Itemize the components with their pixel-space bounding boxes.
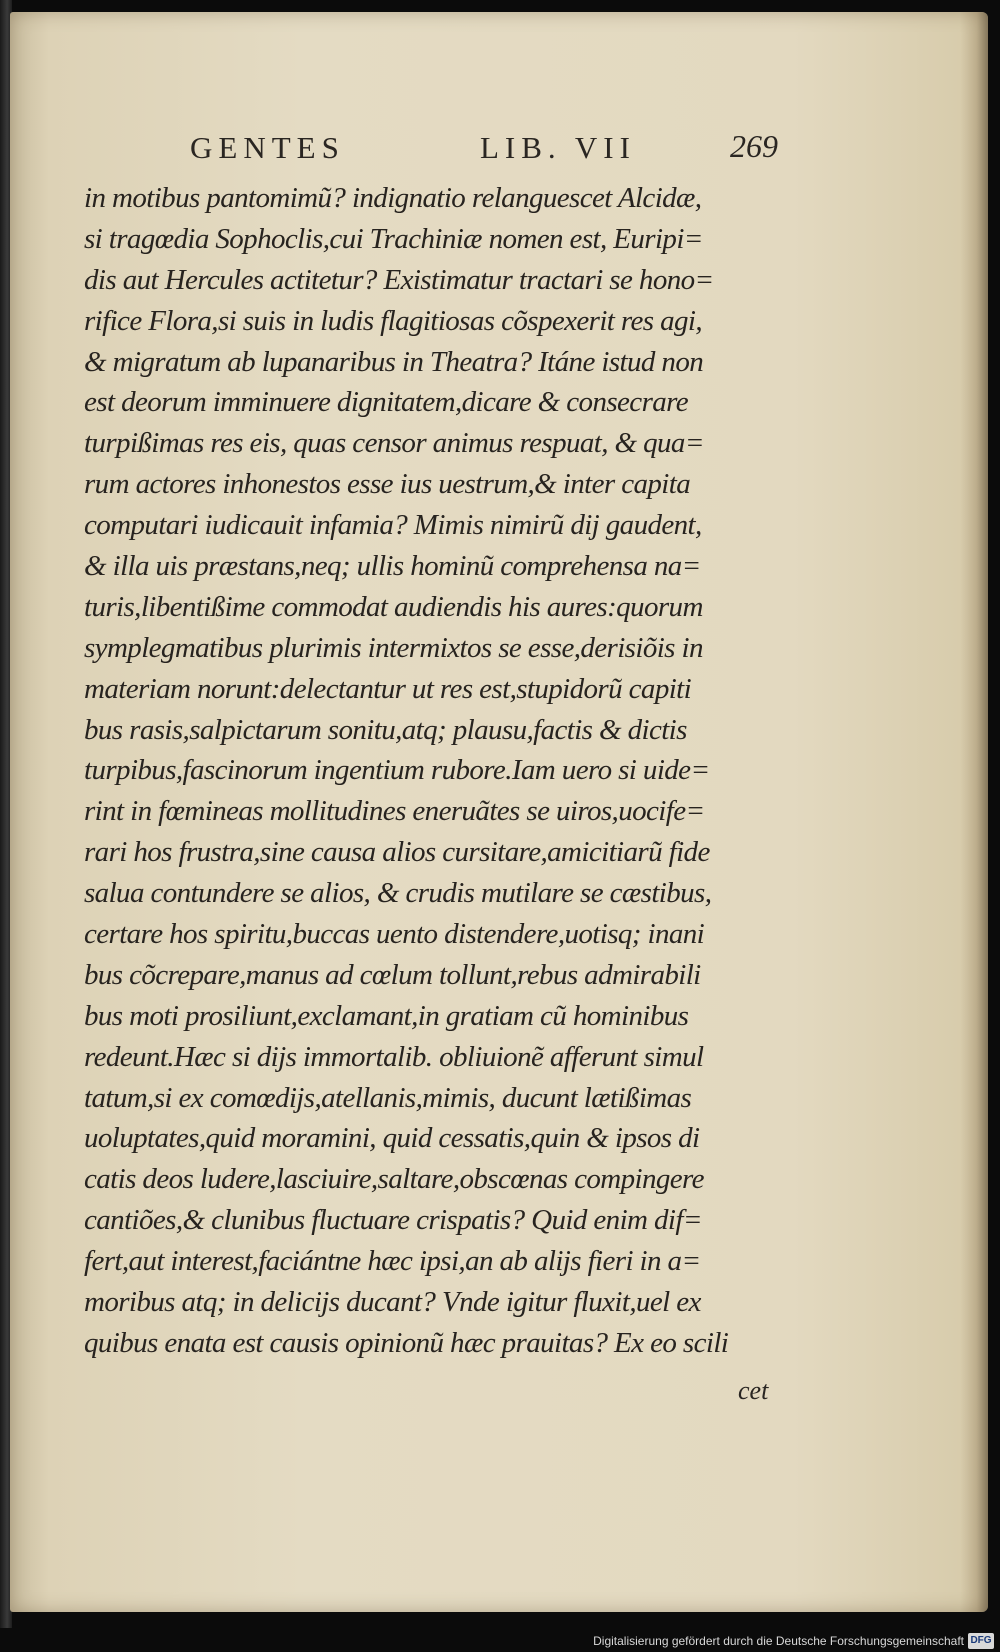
text-line: cantiões,& clunibus fluctuare crispatis? Quid enim dif= (84, 1204, 702, 1237)
text-line: est deorum imminuere dignitatem,dicare & consecrare (84, 386, 689, 419)
text-line: certare hos spiritu,buccas uento distendere,uotisq; inani (84, 918, 705, 951)
text-line: rari hos frustra,sine causa alios cursitare,amicitiarũ fide (84, 836, 710, 869)
catchword: cet (738, 1376, 769, 1405)
running-title-right: LIB. VII (480, 130, 636, 165)
text-line: bus cõcrepare,manus ad cœlum tollunt,rebus admirabili (84, 958, 701, 991)
text-line: tatum,si ex comœdijs,atellanis,mimis, ducunt lætißimas (84, 1081, 692, 1114)
text-line: & migratum ab lupanaribus in Theatra? Itáne istud non (84, 345, 704, 378)
body-text (84, 178, 784, 1364)
text-line: turpißimas res eis, quas censor animus respuat, & qua= (84, 427, 704, 460)
running-title-left: GENTES (190, 130, 345, 165)
text-line: rum actores inhonestos esse ius uestrum,& inter capita (84, 468, 691, 501)
text-line: catis deos ludere,lasciuire,saltare,obscœnas compingere (84, 1163, 704, 1196)
text-line: bus moti prosiliunt,exclamant,in gratiam cũ hominibus (84, 999, 689, 1032)
text-line: salua contundere se alios, & crudis mutilare se cæstibus, (84, 877, 712, 910)
text-line: turis,libentißime commodat audiendis his aures:quorum (84, 590, 703, 623)
text-line: quibus enata est causis opinionũ hæc prauitas? Ex eo scili (84, 1326, 729, 1359)
text-line: rifice Flora,si suis in ludis flagitiosas cõspexerit res agi, (84, 304, 703, 337)
text-line: moribus atq; in delicijs ducant? Vnde igitur fluxit,uel ex (84, 1286, 701, 1319)
text-line: fert,aut interest,faciántne hæc ipsi,an ab alijs fieri in a= (84, 1245, 701, 1278)
text-line: materiam norunt:delectantur ut res est,stupidorũ capiti (84, 672, 692, 705)
text-line: bus rasis,salpictarum sonitu,atq; plausu,factis & dictis (84, 713, 687, 746)
text-line: turpibus,fascinorum ingentium rubore.Iam uero si uide= (84, 754, 710, 787)
text-line: symplegmatibus plurimis intermixtos se esse,derisiõis in (84, 631, 703, 664)
text-line: in motibus pantomimũ? indignatio relanguescet Alcidæ, (84, 182, 702, 214)
funding-credit: Digitalisierung gefördert durch die Deutsche Forschungsgemeinschaft (593, 1634, 964, 1648)
footer-bar (0, 1628, 1000, 1652)
dfg-logo-icon: DFG (968, 1633, 994, 1649)
text-line: redeunt.Hæc si dijs immortalib. obliuionẽ afferunt simul (84, 1040, 704, 1073)
page-edge-shadow (960, 12, 988, 1612)
running-header (190, 130, 790, 180)
text-line: rint in fœmineas mollitudines eneruãtes se uiros,uocife= (84, 795, 705, 828)
text-line: dis aut Hercules actitetur? Existimatur tractari se hono= (84, 263, 714, 296)
folio-number: 269 (730, 128, 778, 164)
text-line: & illa uis præstans,neq; ullis hominũ comprehensa na= (84, 550, 701, 583)
text-line: si tragœdia Sophoclis,cui Trachiniæ nomen est, Euripi= (84, 222, 703, 255)
text-line: uoluptates,quid moramini, quid cessatis,quin & ipsos di (84, 1122, 700, 1155)
text-line: computari iudicauit infamia? Mimis nimirũ dij gaudent, (84, 509, 702, 542)
